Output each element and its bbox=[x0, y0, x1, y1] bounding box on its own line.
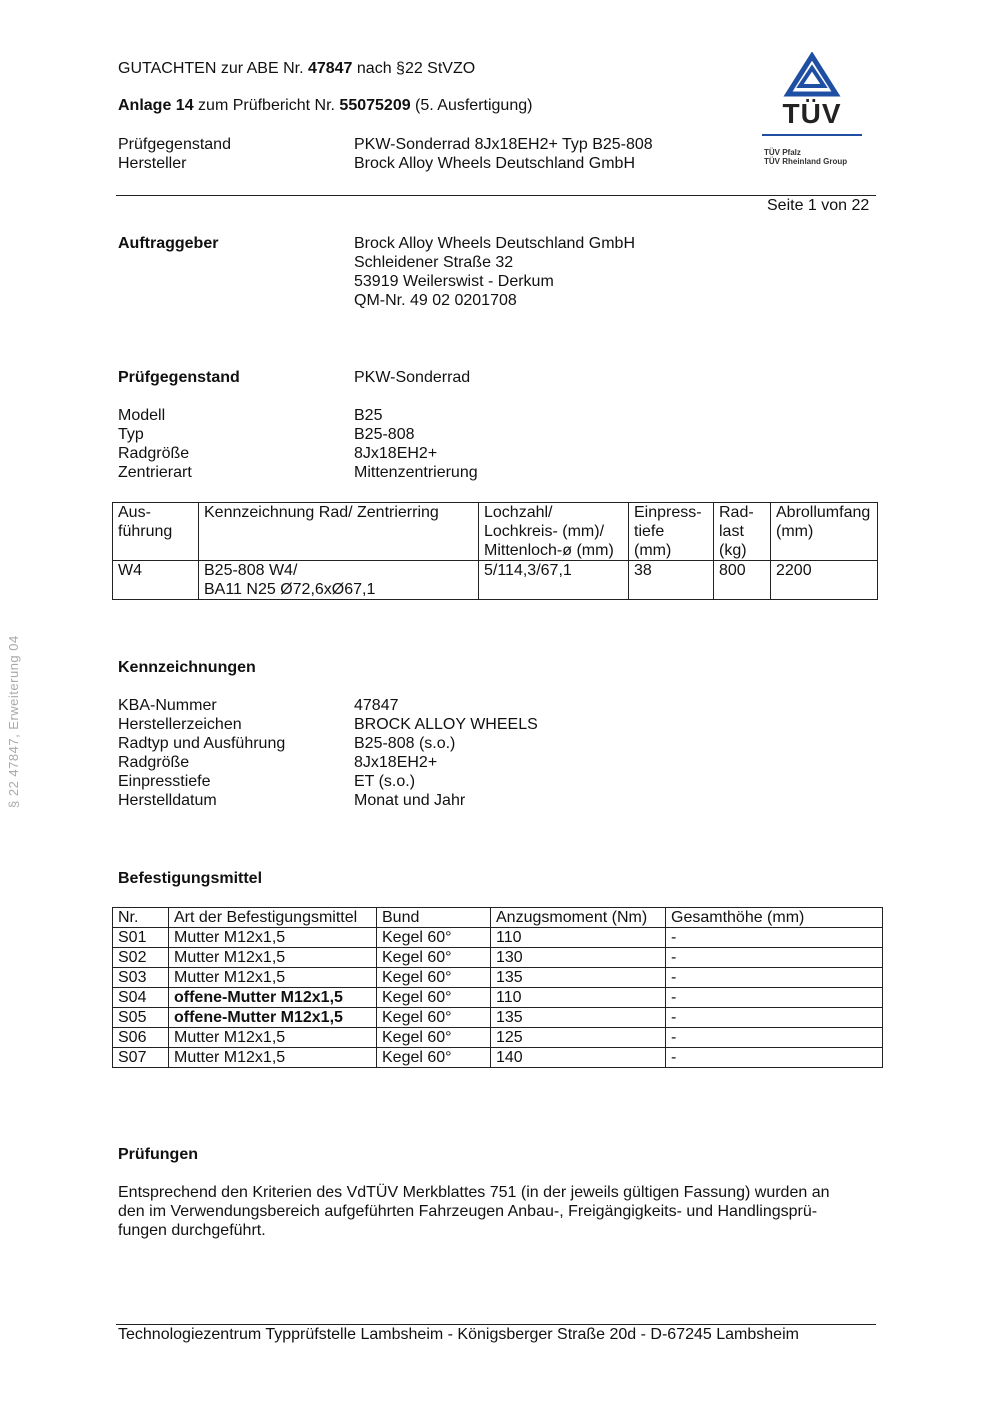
wheel-table-header bbox=[113, 503, 878, 561]
table-row bbox=[113, 988, 883, 1008]
footer-divider bbox=[116, 1324, 876, 1325]
abe-number: 47847 bbox=[307, 60, 353, 77]
fastener-hoehe: - bbox=[666, 928, 883, 948]
tuv-logo-sub2: TÜV Rheinland Group bbox=[764, 157, 848, 166]
marking-value: 47847 bbox=[354, 697, 399, 714]
fastener-art: Mutter M12x1,5 bbox=[169, 1028, 377, 1048]
report-title-line bbox=[118, 60, 475, 78]
spec-label: Typ bbox=[118, 426, 144, 443]
fastener-header-cell: Nr. bbox=[113, 908, 169, 928]
wheel-header-cell: Aus- führung bbox=[113, 503, 199, 561]
table-row bbox=[113, 968, 883, 988]
fastener-art: Mutter M12x1,5 bbox=[169, 968, 377, 988]
marking-label: Radtyp und Ausführung bbox=[118, 735, 286, 752]
marking-label: Radgröße bbox=[118, 754, 190, 771]
spec-label: Radgröße bbox=[118, 445, 190, 462]
fastener-bund: Kegel 60° bbox=[377, 1008, 491, 1028]
fastener-moment: 110 bbox=[491, 988, 666, 1008]
table-row bbox=[113, 948, 883, 968]
pruefgegenstand-value: PKW-Sonderrad bbox=[354, 369, 471, 386]
wheel-cell: 2200 bbox=[771, 561, 878, 600]
wheel-cell: 38 bbox=[629, 561, 714, 600]
annex-mid: zum Prüfbericht Nr. bbox=[193, 97, 340, 114]
annex-suffix: (5. Ausfertigung) bbox=[410, 97, 533, 114]
fastener-hoehe: - bbox=[666, 1048, 883, 1068]
table-row bbox=[113, 1048, 883, 1068]
fastener-table bbox=[112, 907, 883, 1068]
fastener-header-cell: Bund bbox=[377, 908, 491, 928]
tuv-logo-bar bbox=[762, 134, 862, 136]
pruefungen-text-line: den im Verwendungsbereich aufgeführten Fahrzeugen Anbau-, Freigängigkeits- und Handlingsprü- bbox=[118, 1203, 818, 1220]
wheel-header-cell: Rad- last (kg) bbox=[714, 503, 771, 561]
marking-value: 8Jx18EH2+ bbox=[354, 754, 438, 771]
wheel-cell: W4 bbox=[113, 561, 199, 600]
tuv-triangle-icon bbox=[758, 52, 874, 100]
marking-label: Herstellerzeichen bbox=[118, 716, 242, 733]
fastener-moment: 135 bbox=[491, 968, 666, 988]
header-hersteller-label: Hersteller bbox=[118, 155, 187, 172]
marking-label: Herstelldatum bbox=[118, 792, 217, 809]
side-note: § 22 47847, Erweiterung 04 bbox=[6, 635, 21, 808]
fastener-bund: Kegel 60° bbox=[377, 948, 491, 968]
fastener-nr: S02 bbox=[113, 948, 169, 968]
annex-label: Anlage 14 bbox=[118, 97, 194, 114]
footer-address: Technologiezentrum Typprüfstelle Lambsheim - Königsberger Straße 20d - D-67245 Lambsheim bbox=[118, 1326, 799, 1343]
fastener-nr: S07 bbox=[113, 1048, 169, 1068]
marking-value: B25-808 (s.o.) bbox=[354, 735, 456, 752]
fastener-art: offene-Mutter M12x1,5 bbox=[169, 1008, 377, 1028]
fastener-moment: 130 bbox=[491, 948, 666, 968]
fastener-nr: S01 bbox=[113, 928, 169, 948]
wheel-cell: B25-808 W4/ BA11 N25 Ø72,6xØ67,1 bbox=[199, 561, 479, 600]
header-pg-label: Prüfgegenstand bbox=[118, 136, 231, 153]
marking-label: Einpresstiefe bbox=[118, 773, 211, 790]
spec-value: B25-808 bbox=[354, 426, 415, 443]
marking-value: BROCK ALLOY WHEELS bbox=[354, 716, 538, 733]
fastener-art: Mutter M12x1,5 bbox=[169, 928, 377, 948]
annex-line bbox=[118, 97, 532, 115]
wheel-header-cell: Einpress- tiefe (mm) bbox=[629, 503, 714, 561]
fastener-bund: Kegel 60° bbox=[377, 928, 491, 948]
auftraggeber-line: Schleidener Straße 32 bbox=[354, 254, 514, 271]
marking-value: Monat und Jahr bbox=[354, 792, 466, 809]
fastener-art: Mutter M12x1,5 bbox=[169, 1048, 377, 1068]
fastener-table-header bbox=[113, 908, 883, 928]
fastener-hoehe: - bbox=[666, 988, 883, 1008]
fastener-bund: Kegel 60° bbox=[377, 988, 491, 1008]
tuv-logo bbox=[758, 52, 874, 172]
spec-label: Zentrierart bbox=[118, 464, 192, 481]
tuv-logo-text: TÜV bbox=[782, 98, 842, 129]
fastener-moment: 125 bbox=[491, 1028, 666, 1048]
marking-value: ET (s.o.) bbox=[354, 773, 416, 790]
spec-label: Modell bbox=[118, 407, 166, 424]
fastener-art: offene-Mutter M12x1,5 bbox=[169, 988, 377, 1008]
wheel-header-cell: Lochzahl/ Lochkreis- (mm)/ Mittenloch-ø (mm) bbox=[479, 503, 629, 561]
fastener-nr: S05 bbox=[113, 1008, 169, 1028]
fastener-header-cell: Anzugsmoment (Nm) bbox=[491, 908, 666, 928]
fastener-bund: Kegel 60° bbox=[377, 1048, 491, 1068]
fastener-moment: 110 bbox=[491, 928, 666, 948]
auftraggeber-line: Brock Alloy Wheels Deutschland GmbH bbox=[354, 235, 635, 252]
table-row bbox=[113, 928, 883, 948]
tuv-logo-sub1: TÜV Pfalz bbox=[764, 148, 801, 157]
fastener-bund: Kegel 60° bbox=[377, 1028, 491, 1048]
wheel-header-cell: Abrollumfang (mm) bbox=[771, 503, 878, 561]
fastener-nr: S06 bbox=[113, 1028, 169, 1048]
fastener-nr: S04 bbox=[113, 988, 169, 1008]
auftraggeber-line: QM-Nr. 49 02 0201708 bbox=[354, 292, 517, 309]
fastener-header-cell: Art der Befestigungsmittel bbox=[169, 908, 377, 928]
table-row bbox=[113, 1008, 883, 1028]
spec-value: 8Jx18EH2+ bbox=[354, 445, 438, 462]
fastener-moment: 135 bbox=[491, 1008, 666, 1028]
spec-value: B25 bbox=[354, 407, 383, 424]
spec-value: Mittenzentrierung bbox=[354, 464, 478, 481]
pruefungen-text-line: Entsprechend den Kriterien des VdTÜV Merkblattes 751 (in der jeweils gültigen Fassung) wurden an bbox=[118, 1184, 830, 1201]
pruefungen-text-line: fungen durchgeführt. bbox=[118, 1222, 266, 1239]
marking-label: KBA-Nummer bbox=[118, 697, 217, 714]
report-number: 55075209 bbox=[339, 97, 411, 114]
fastener-hoehe: - bbox=[666, 948, 883, 968]
fastener-hoehe: - bbox=[666, 968, 883, 988]
wheel-table bbox=[112, 502, 878, 600]
page-number: Seite 1 von 22 bbox=[767, 197, 870, 214]
wheel-header-cell: Kennzeichnung Rad/ Zentrierring bbox=[199, 503, 479, 561]
pruefungen-title: Prüfungen bbox=[118, 1146, 198, 1163]
title-suffix: nach §22 StVZO bbox=[352, 60, 476, 77]
header-divider bbox=[116, 195, 876, 196]
wheel-cell: 5/114,3/67,1 bbox=[479, 561, 629, 600]
fastener-hoehe: - bbox=[666, 1008, 883, 1028]
fastener-bund: Kegel 60° bbox=[377, 968, 491, 988]
fastener-hoehe: - bbox=[666, 1028, 883, 1048]
kennzeichnungen-title: Kennzeichnungen bbox=[118, 659, 256, 676]
table-row bbox=[113, 1028, 883, 1048]
fastener-art: Mutter M12x1,5 bbox=[169, 948, 377, 968]
pruefgegenstand-label: Prüfgegenstand bbox=[118, 369, 240, 386]
header-hersteller-value: Brock Alloy Wheels Deutschland GmbH bbox=[354, 155, 635, 172]
auftraggeber-line: 53919 Weilerswist - Derkum bbox=[354, 273, 554, 290]
fastener-nr: S03 bbox=[113, 968, 169, 988]
auftraggeber-label: Auftraggeber bbox=[118, 235, 219, 252]
fastener-header-cell: Gesamthöhe (mm) bbox=[666, 908, 883, 928]
fastener-moment: 140 bbox=[491, 1048, 666, 1068]
befestigung-title: Befestigungsmittel bbox=[118, 870, 263, 887]
title-prefix: GUTACHTEN zur ABE Nr. bbox=[118, 60, 308, 77]
header-pg-value: PKW-Sonderrad 8Jx18EH2+ Typ B25-808 bbox=[354, 136, 653, 153]
wheel-cell: 800 bbox=[714, 561, 771, 600]
table-row bbox=[113, 561, 878, 600]
